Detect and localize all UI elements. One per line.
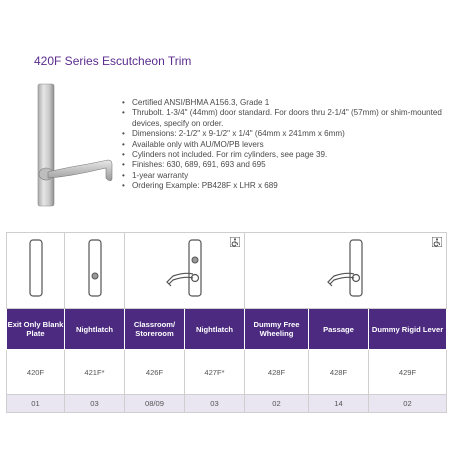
- model-number: 426F: [125, 350, 185, 395]
- function-table: [6, 232, 446, 413]
- model-number: 421F*: [65, 350, 125, 395]
- function-header-row: [7, 309, 447, 350]
- finish-code: 03: [65, 395, 125, 413]
- feature-item: • Dimensions: 2-1/2" x 9-1/2" x 1/4" (64mm x 241mm x 6mm): [122, 129, 448, 139]
- page-title: 420F Series Escutcheon Trim: [34, 54, 192, 68]
- function-label: Classroom/ Storeroom: [125, 309, 185, 350]
- finish-code: 01: [7, 395, 65, 413]
- model-number: 427F*: [185, 350, 245, 395]
- function-label: Dummy Free Wheeling: [245, 309, 309, 350]
- finish-code: 03: [185, 395, 245, 413]
- function-label: Passage: [309, 309, 369, 350]
- feature-item: • Available only with AU/MO/PB levers: [122, 140, 448, 150]
- model-number: 420F: [7, 350, 65, 395]
- function-image-row: [7, 233, 447, 309]
- accessibility-icon: [432, 237, 442, 247]
- finish-code: 02: [369, 395, 447, 413]
- feature-item: • Cylinders not included. For rim cylinders, see page 39.: [122, 150, 448, 160]
- function-label: Nightlatch: [185, 309, 245, 350]
- finish-code: 14: [309, 395, 369, 413]
- model-number: 429F: [369, 350, 447, 395]
- function-label: Nightlatch: [65, 309, 125, 350]
- function-label: Exit Only Blank Plate: [7, 309, 65, 350]
- finish-code: 02: [245, 395, 309, 413]
- nightlatch-plate-illustration: [65, 233, 125, 309]
- feature-list: [122, 98, 448, 192]
- escutcheon-product-image: [30, 80, 120, 210]
- feature-item: • 1-year warranty: [122, 171, 448, 181]
- feature-item: • Finishes: 630, 689, 691, 693 and 695: [122, 160, 448, 170]
- lever-illustration: [245, 233, 447, 309]
- lever-cylinder-illustration: [125, 233, 245, 309]
- finish-code-row: [7, 395, 447, 413]
- model-number: 428F: [309, 350, 369, 395]
- feature-item: • Ordering Example: PB428F x LHR x 689: [122, 181, 448, 191]
- blank-plate-illustration: [7, 233, 65, 309]
- finish-code: 08/09: [125, 395, 185, 413]
- feature-item: • Thrubolt. 1-3/4" (44mm) door standard. For doors thru 2-1/4" (57mm) or shim-mounted devices, specify on order.: [122, 108, 448, 129]
- function-label: Dummy Rigid Lever: [369, 309, 447, 350]
- model-row: [7, 350, 447, 395]
- accessibility-icon: [230, 237, 240, 247]
- feature-item: • Certified ANSI/BHMA A156.3, Grade 1: [122, 98, 448, 108]
- model-number: 428F: [245, 350, 309, 395]
